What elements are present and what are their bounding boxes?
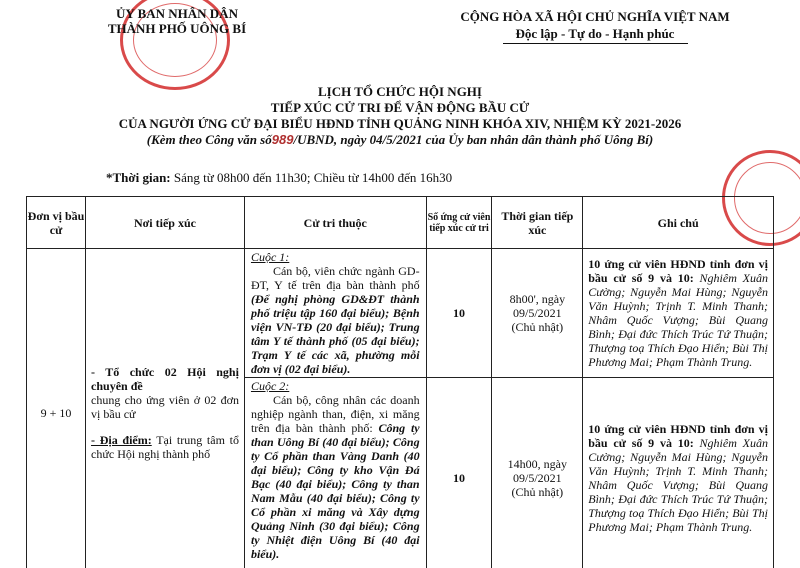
voters-plain-1: Cán bộ, viên chức ngành GD-ĐT, Y tế trên địa bàn thành phố (250, 264, 420, 292)
time-2-line3: (Chủ nhật) (511, 484, 564, 499)
document-title (60, 84, 740, 148)
time-cell-2 (492, 378, 583, 568)
national-header (405, 8, 785, 44)
time-2-line1: 14h00, ngày (507, 456, 567, 471)
voters-cell-1 (244, 249, 426, 378)
time-1-line2: 09/5/2021 (513, 306, 562, 320)
time-label: *Thời gian: (106, 170, 171, 185)
header-count: Số ứng cử viên tiếp xúc cử tri (426, 197, 492, 249)
authority-line2: THÀNH PHỐ UÔNG BÍ (107, 21, 247, 36)
reference-suffix: /UBND, ngày 04/5/2021 của Ủy ban nhân dân thành phố Uông Bí) (293, 132, 654, 147)
voters-text-1 (251, 264, 420, 376)
location-label: - Địa điểm: (91, 433, 152, 447)
voters-plain-2: Cán bộ, công nhân các doanh nghiệp ngành than, điện, xi măng trên địa bàn thành phố: (250, 393, 420, 435)
time-cell-1 (492, 249, 583, 378)
schedule-table (26, 196, 774, 568)
note-bold-2: 10 ứng cử viên HĐND tỉnh đơn vị bầu cử số 9 và 10: (588, 421, 768, 450)
header-voters: Cử tri thuộc (244, 197, 426, 249)
place-event-detail: chung cho ứng viên ở 02 đơn vị bầu cử (91, 393, 239, 421)
note-cell-2 (583, 378, 774, 568)
count-cell-1: 10 (426, 249, 492, 378)
authority-line1: ỦY BAN NHÂN DÂN (116, 6, 238, 21)
header-note: Ghi chú (583, 197, 774, 249)
voters-detail-1: (Để nghị phòng GD&ĐT thành phố triệu tập 160 đại biểu); Bệnh viện VN-TĐ (20 đại biểu); Trung tâm Y tế thành phố (05 đại biểu); Trạm Y tế các xã, phường mỗi đơn vị (02 đại biểu). (250, 292, 420, 376)
voters-detail-2: Công ty than Uông Bí (40 đại biểu); Công ty Cổ phần than Vàng Danh (40 đại biểu); Công ty kho Vận Đá Bạc (40 đại biểu); Công ty than Nam Mẫu (40 đại biểu); Công ty Cổ phần xi măng và Xây dựng Quảng Ninh (30 đại biểu); Công ty Nhiệt điện Uông Bí (40 đại biểu). (250, 421, 420, 561)
place-event: - Tổ chức 02 Hội nghị chuyên đề (91, 365, 239, 393)
time-value: Sáng từ 08h00 đến 11h30; Chiều từ 14h00 đến 16h30 (173, 170, 453, 185)
place-location (91, 433, 239, 461)
note-bold-1: 10 ứng cử viên HĐND tỉnh đơn vị bầu cử số 9 và 10: (588, 257, 768, 285)
country-name: CỘNG HÒA XÃ HỘI CHỦ NGHĨA VIỆT NAM (460, 9, 730, 24)
voters-text-2 (251, 393, 420, 561)
voters-cell-2 (244, 378, 426, 568)
time-1-line1: 8h00', ngày (509, 292, 566, 306)
header-time: Thời gian tiếp xúc (492, 197, 583, 249)
place-cell (86, 249, 245, 568)
motto-underline (503, 43, 688, 44)
note-names-2: Nghiêm Xuân Cường; Nguyễn Mai Hùng; Nguyễn Văn Huỳnh; Trịnh T. Minh Thanh; Nhâm Quốc Vượng; Bùi Quang Bình; Đại đức Thích Trúc Tứ Thuận; Thượng toạ Thích Đạo Hiển; Bùi Thị Phương Mai; Phạm Thành Trung. (588, 435, 768, 534)
reference-prefix: (Kèm theo Công văn số (146, 132, 272, 147)
note-cell-1 (583, 249, 774, 378)
meeting-label-2: Cuộc 2: (250, 379, 290, 393)
note-names-1: Nghiêm Xuân Cường; Nguyễn Mai Hùng; Nguyễn Văn Huỳnh; Trịnh T. Minh Thanh; Nhâm Quốc Vượng; Bùi Quang Bình; Đại đức Thích Trúc Tứ Thuận; Thượng toạ Thích Đạo Hiển; Bùi Thị Phương Mai; Phạm Thành Trung. (588, 271, 768, 369)
time-1-line3: (Chủ nhật) (511, 320, 564, 334)
header-place: Nơi tiếp xúc (86, 197, 245, 249)
title-line1: LỊCH TỔ CHỨC HỘI NGHỊ (318, 84, 482, 99)
count-cell-2: 10 (426, 378, 492, 568)
meeting-label-1: Cuộc 1: (250, 250, 290, 264)
time-info (106, 170, 452, 186)
header-unit: Đơn vị bầu cử (27, 197, 86, 249)
table-header-row (27, 197, 774, 249)
issuing-authority (92, 6, 262, 36)
title-reference (60, 132, 740, 148)
location-value: Tại trung tâm tổ chức Hội nghị thành phố (91, 433, 239, 461)
unit-cell: 9 + 10 (27, 249, 86, 568)
table-row (27, 249, 774, 378)
title-line3: CỦA NGƯỜI ỨNG CỬ ĐẠI BIỂU HĐND TỈNH QUẢNG NINH KHÓA XIV, NHIỆM KỲ 2021-2026 (118, 116, 682, 131)
national-motto: Độc lập - Tự do - Hạnh phúc (515, 26, 675, 41)
title-line2: TIẾP XÚC CỬ TRI ĐỂ VẬN ĐỘNG BẦU CỬ (270, 100, 530, 115)
reference-number: 989 (271, 132, 294, 147)
time-2-line2: 09/5/2021 (513, 470, 562, 485)
